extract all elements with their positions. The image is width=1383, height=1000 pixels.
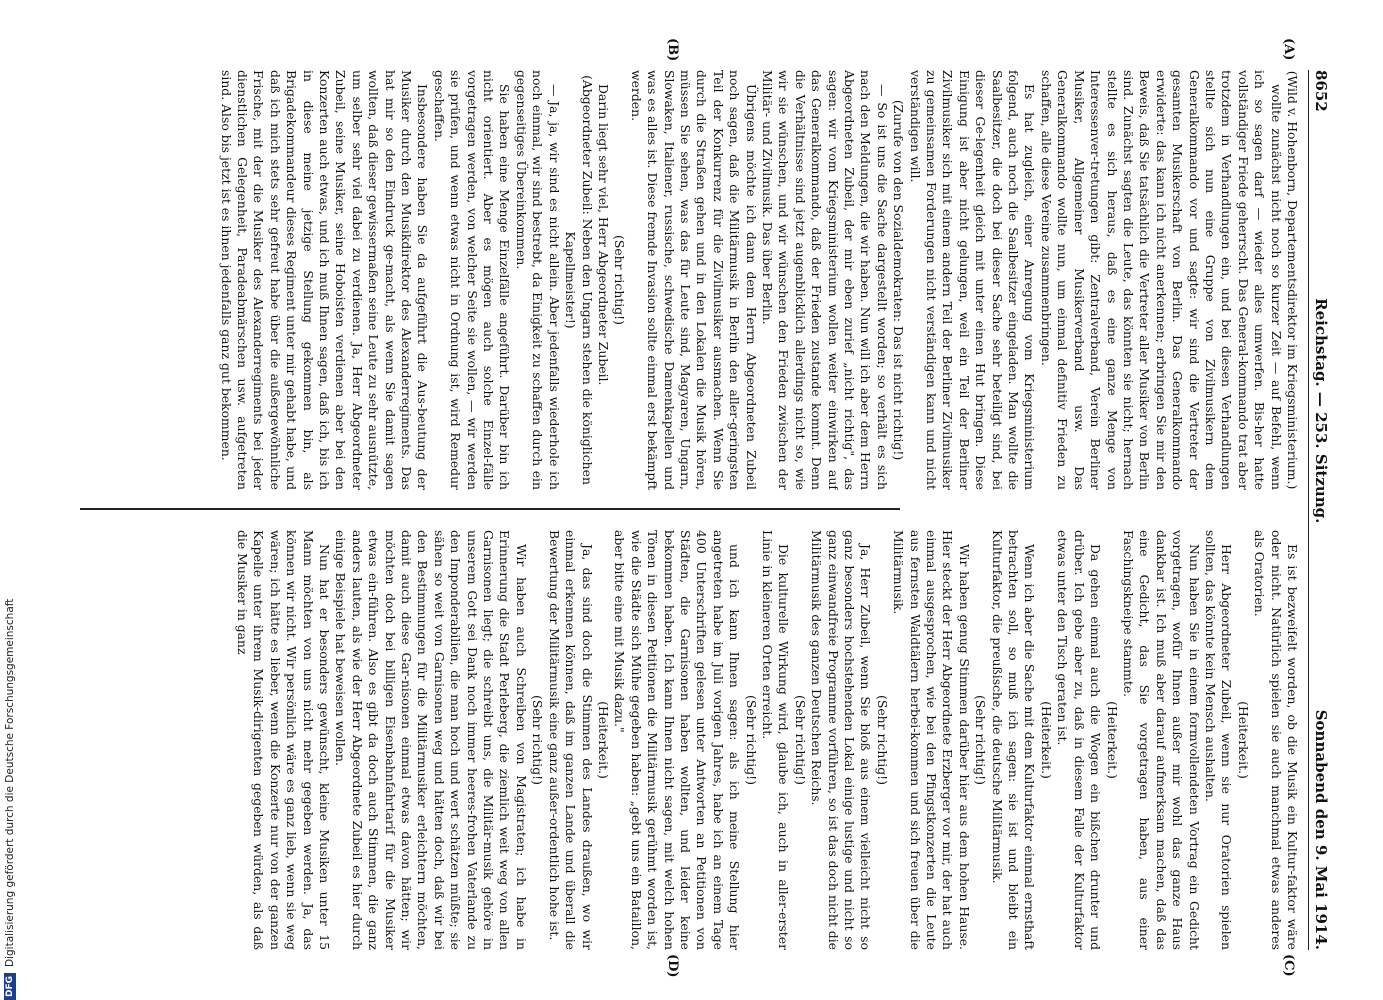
footer-credit: Digitalisierung gefördert durch die Deutsche Forschungsgemeinschaft bbox=[4, 598, 16, 967]
paragraph: und ich kann Ihnen sagen: als ich meine Stellung hier angetreten habe im Juli vorigen Jahres, habe ich an einem Tage 400 Unterschriften gelesen unter Antworten an Petitionen von Städten, die Garnisonen haben wollten, und leider keine bekommen haben. Ich kann Ihnen nicht sagen, mit welch hohen Tönen in diesen Petitionen die Militärmusik gerühmt worden ist, wie die Städte sich Mühe gegeben haben: „gebt uns ein Bataillon, aber bitte eine mit Musik dazu." bbox=[612, 530, 743, 950]
document-page bbox=[50, 38, 1340, 978]
margin-mark-d: (D) bbox=[665, 954, 680, 978]
paragraph: (Sehr richtig!) bbox=[874, 695, 890, 785]
paragraph: — Ja, ja, wir sind es nicht allein. Aber jedenfalls wiederhole ich noch einmal, wir sind bestrebt, da Einigkeit zu schaffen durch ein gegenseitiges Übereinkommen. bbox=[513, 70, 562, 490]
page-number: 8652 bbox=[1312, 70, 1330, 112]
paragraph: (Wild v. Hohenborn, Departementsdirektor im Kriegsministerium.) bbox=[1285, 70, 1300, 490]
margin-mark-a: (A) bbox=[1281, 38, 1296, 61]
header-title: Reichstag. — 253. Sitzung. bbox=[1312, 298, 1330, 524]
dfg-logo: DFG bbox=[4, 973, 16, 1000]
paragraph: Sie haben eine Menge Einzelfälle angeführt. Darüber bin ich nicht orientiert. Aber es mögen auch solche Einzel-fälle vorgetragen werden, von welcher Seite sie wollen, — wir werden sie prüfen, und wenn etwas nicht in Ordnung ist, wird Remedur geschaffen. bbox=[431, 70, 513, 490]
column-divider bbox=[80, 508, 900, 510]
paragraph: (Heiterkeit.) bbox=[1038, 701, 1054, 779]
margin-mark-c: (C) bbox=[1281, 954, 1296, 977]
paragraph: (Abgeordneter Zubeil: Neben den Ungarn stehen die königlichen Kapellmeister!) bbox=[563, 75, 595, 485]
paragraph: Ja, Herr Zubeil, wenn Sie bloß aus einem vielleicht nicht so ganz besonders hochstehenden Lokal einige lustige und nicht so ganz einwandfreie Programme vorführen, so ist das doch nicht die Militärmusik des ganzen Deutschen Reichs. bbox=[809, 530, 874, 950]
paragraph: (Sehr richtig!) bbox=[792, 695, 808, 785]
paragraph: wollte zunächst nicht noch so kurzer Zeit — auf Befehl, wenn ich so sagen darf — wieder alles umwerfen. Bis-her hatte vollständiger Friede geherrscht. Das General-kommando trat aber trotzdem in Verhandlungen ein, und bei diesen Verhandlungen stellte sich nun eine Gruppe von Zivilmusikern dem Generalkommando vor und sagte: wir sind die Vertreter der gesamten Musikerschaft von Berlin. Das Generalkommando erwiderte: das kann ich nicht anerkennen; erbringen Sie mir den Beweis, daß Sie tatsächlich die Vertreter aller Musiker von Berlin sind. Zunächst sagten die Leute, das könnten sie nicht; hernach stellte es sich heraus, daß es eine ganze Menge von Interessenver-tretungen gibt: Zentralverband, Verein Berliner Musiker, Allgemeiner Musikerverband usw. Das Generalkommando wollte nun, um einmal definitiv Frieden zu schaffen, alle diese Vereine zusammenbringen. bbox=[1038, 70, 1284, 490]
right-column bbox=[80, 530, 1300, 950]
paragraph: Nun haben Sie in einem formvollendeten Vortrag ein Gedicht vorgetragen, wofür Ihnen außer mir wohl das ganze Haus dankbar ist. Ich muß aber darauf aufmerksam machen, daß das eine Gedicht, das Sie vorgetragen haben, aus einer Faschingskneipe stammte. bbox=[1120, 530, 1202, 950]
paragraph: (Sehr richtig!) bbox=[612, 235, 628, 325]
paragraph: Darin liegt sehr viel, Herr Abgeordneter Zubeil. bbox=[595, 84, 611, 386]
paragraph: Herr Abgeordneter Zubeil, wenn sie nur Oratorien spielen sollten, das könnte kein Mensch aushalten. bbox=[1202, 530, 1235, 950]
paragraph: Es ist bezweifelt worden, ob die Musik ein Kultur-faktor wäre oder nicht. Natürlich spielen sie auch manchmal etwas anderes als Oratorien. bbox=[1252, 530, 1300, 950]
margin-mark-b: (B) bbox=[665, 38, 680, 62]
paragraph: (Heiterkeit.) bbox=[1104, 701, 1120, 779]
paragraph: Übrigens möchte ich dann dem Herrn Abgeordneten Zubeil noch sagen, daß die Militärmusik in Berlin den aller-geringsten Teil der Konkurrenz für die Zivilmusiker ausmachen. Wenn Sie durch die Straßen gehen und in den Lokalen die Musik hören, müssen Sie sehen, was das für Leute sind, Magyaren, Ungarn, Slowaken, Italiener, russische, schwedische Damenkapellen und was es alles ist. Diese fremde Invasion sollte einmal erst bekämpft werden. bbox=[628, 70, 759, 490]
header-date: Sonnabend den 9. Mai 1914. bbox=[1312, 709, 1330, 950]
paragraph: (Heiterkeit.) bbox=[595, 701, 611, 779]
paragraph: Es hat zugleich, einer Anregung vom Kriegsministerium folgend, auch noch die Saalbesitzer eingeladen. Man wollte die Saalbesitzer, die doch bei dieser Sache sehr beteiligt sind, bei dieser Ge-legenheit gleich mit unter einen Hut bringen. Diese Einigung ist aber nicht gelungen, weil ein Teil der Berliner Zivilmusiker sich mit einem andern Teil der Berliner Zivilmusiker zu gemeinsamen Forderungen nicht verständigen kann und nicht verständigen will. bbox=[907, 70, 1038, 490]
paragraph: Insbesondere haben Sie da aufgeführt die Aus-beutung der Musiker durch den Musikdirektor des Alexanderregiments. Das hat mir so den Eindruck ge-macht, als wenn Sie damit sagen wollten, daß dieser gewissermaßen seine Leute zu sehr ausnützte, um selber sehr viel dabei zu verdienen. Ja, Herr Abgeordneter Zubeil, seine Musiker, seine Hoboisten verdienen aber bei den Konzerten auch etwas, und ich muß Ihnen sagen, daß ich, bis ich in diese meine jetzige Stellung gekommen bin, als Brigadekommandeur dieses Regiment unter mir gehabt habe, und daß ich mich stets sehr gefreut habe über die außergewöhnliche Frische, mit der die Musiker des Alexanderregiments bei jeder dienstlichen Gelegenheit, Paradeabmärschen usw. aufgetreten sind. Also bis jetzt ist es ihnen jedenfalls ganz gut bekommen. bbox=[218, 70, 431, 490]
paragraph: Ja, das sind doch die Stimmen des Landes draußen, wo wir einmal erkennen können, daß im ganzen Lande und überall die Bewertung der Militärmusik eine ganz außer-ordentlich hohe ist. bbox=[546, 530, 595, 950]
paragraph: (Sehr richtig!) bbox=[743, 695, 759, 785]
paragraph: Wenn ich aber die Sache mit dem Kulturfaktor einmal ernsthaft betrachten soll, so muß ich sagen: sie ist und bleibt ein Kulturfaktor, die preußische, die deutsche Militärmusik. bbox=[989, 530, 1038, 950]
paragraph: Die kulturelle Wirkung wird, glaube ich, auch in aller-erster Linie in kleineren Orten erreicht. bbox=[760, 530, 792, 950]
paragraph: (Heiterkeit.) bbox=[1235, 701, 1251, 779]
paragraph: (Sehr richtig!) bbox=[973, 695, 989, 785]
paragraph: — So ist uns die Sache dargestellt worden; so verhält es sich nach den Meldungen, die wir haben. Nun will ich aber dem Herrn Abgeordneten Zubeil, der mir eben zurief „nicht richtig", das sagen: wir vom Kriegsministerium wollen weiter einwirken auf das Generalkommando, daß der Frieden zustande kommt. Denn die Verhältnisse sind jetzt augenblicklich allerdings nicht so, wie wir sie wünschen, und wir wünschen den Frieden zwischen der Militär- und Zivilmusik. Das über Berlin. bbox=[760, 70, 890, 490]
paragraph: Nun hat er besonders gewünscht, kleine Musiken unter 15 Mann möchten von uns nicht mehr gegeben werden. Ja, das können wir nicht. Wir persönlich wäre es ganz lieb, wenn sie weg wären; ich hätte es lieber, wenn die Konzerte nur von der ganzen Kapelle unter ihrem Musik-dirigenten gegeben würden, als daß die Musiker in ganz bbox=[235, 530, 333, 950]
paragraph: Wir haben genug Stimmen darüber hier aus dem hohen Hause. Hier steckt der Herr Abgeordnete Erzberger vor mir, der hat auch einmal ausgesprochen, wie bei den Pfingstkonzerten die Leute aus fernsten Waldtälern herbei-kommen und sich freuen über die Militärmusik. bbox=[891, 530, 972, 950]
paragraph: (Zurufe von den Sozialdemokraten: Das ist nicht richtig!) bbox=[891, 99, 907, 461]
paragraph: Wir haben auch Schreiben von Magistraten; ich habe in Erinnerung die Stadt Perleberg, die ziemlich weit weg von allen Garnisonen liegt; die schreibt uns, die Militär-musik gehöre in unserem Gott sei Dank noch immer heeres-frohen Vaterlande zu den Imponderabilien, die man hoch und wert schätzen müßte; sie sähen so weit von Garnisonen weg und hätten doch, daß wir bei den Bestimmungen für die Militärmusiker erleichtern möchten, damit auch diese Gar-nisonen einmal etwas davon hätten; wir möchten doch bei billigen Eisenbahnfahrtarif für die Musiker etwas ein-führen. Also es gibt da doch auch Stimmen, die ganz anders lauten, als wie der Herr Abgeordnete Zubeil es hier durch einige Beispiele hat beweisen wollen. bbox=[333, 530, 529, 950]
left-column bbox=[80, 70, 1300, 490]
page-header bbox=[1308, 70, 1340, 950]
paragraph: Da gehen einmal auch die Wogen ein bißchen drunter und drüber. Ich gebe aber zu, daß in diesem Falle der Kulturfaktor etwas unter den Tisch geraten ist. bbox=[1055, 530, 1104, 950]
page-footer bbox=[2, 0, 18, 1000]
paragraph: (Sehr richtig!) bbox=[530, 695, 546, 785]
